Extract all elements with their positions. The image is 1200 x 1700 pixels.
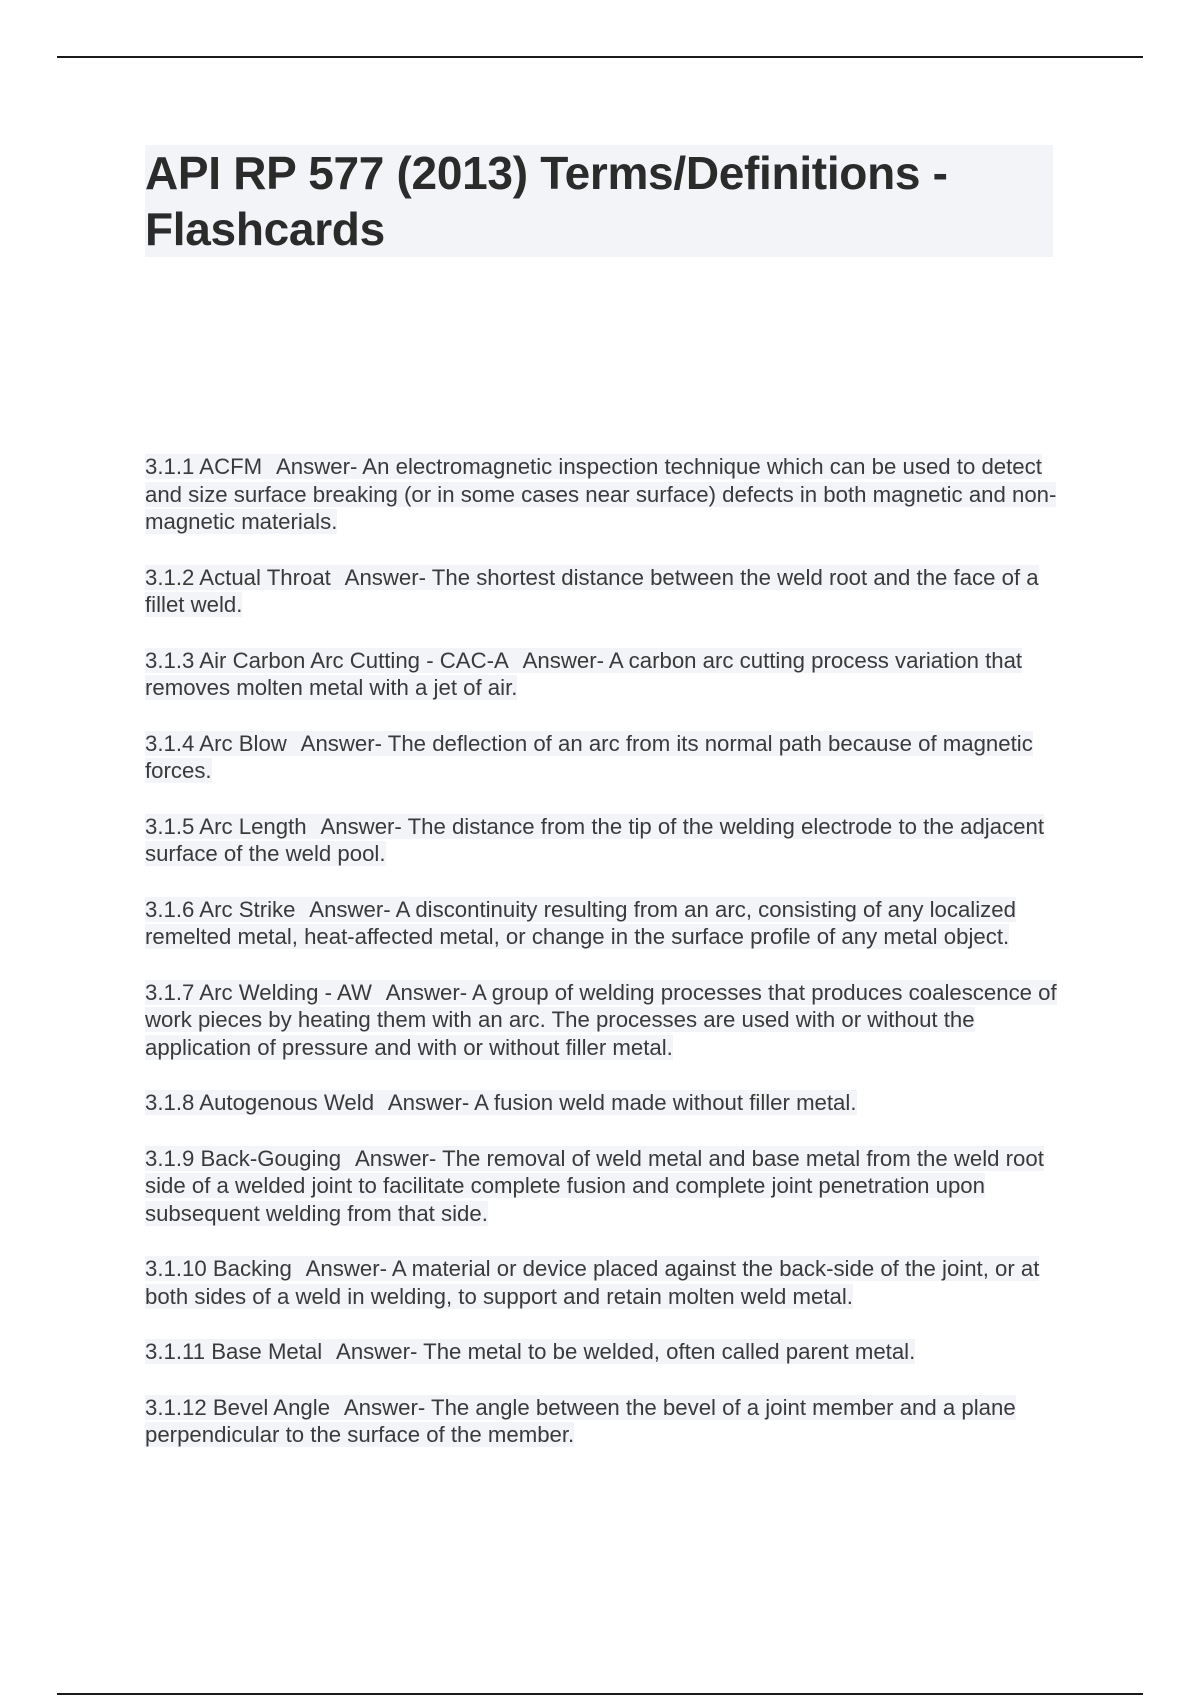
flashcard-term: 3.1.9 Back-Gouging xyxy=(145,1145,342,1171)
flashcard-term: 3.1.6 Arc Strike xyxy=(145,896,296,922)
flashcard-term: 3.1.7 Arc Welding - AW xyxy=(145,979,372,1005)
flashcard-answer: Answer- A discontinuity resulting from an arc, consisting of any localized remelted metal, heat-affected metal, or change in the surface profile of any metal object. xyxy=(145,896,1016,949)
flashcard xyxy=(145,564,1070,619)
flashcard xyxy=(145,896,1070,951)
flashcard xyxy=(145,813,1070,868)
flashcard xyxy=(145,647,1070,702)
title-block xyxy=(145,145,1053,257)
flashcard-term: 3.1.3 Air Carbon Arc Cutting - CAC-A xyxy=(145,647,509,673)
flashcard xyxy=(145,453,1070,536)
flashcard-term: 3.1.10 Backing xyxy=(145,1256,292,1281)
flashcard-answer: Answer- The distance from the tip of the welding electrode to the adjacent surface of the weld pool. xyxy=(145,813,1045,866)
flashcard-list xyxy=(145,453,1070,1477)
flashcard-answer: Answer- A fusion weld made without filler metal. xyxy=(387,1090,857,1115)
flashcard xyxy=(145,979,1070,1062)
flashcard xyxy=(145,730,1070,785)
bottom-rule xyxy=(57,1693,1143,1695)
flashcard-answer: Answer- The deflection of an arc from its normal path because of magnetic forces. xyxy=(145,730,1033,783)
flashcard-term: 3.1.1 ACFM xyxy=(145,454,263,479)
flashcard xyxy=(145,1089,1070,1117)
page-title: API RP 577 (2013) Terms/Definitions - Flashcards xyxy=(145,147,948,255)
flashcard xyxy=(145,1338,1070,1366)
flashcard-term: 3.1.11 Base Metal xyxy=(145,1339,323,1364)
flashcard xyxy=(145,1255,1070,1310)
flashcard-answer: Answer- An electromagnetic inspection technique which can be used to detect and size surface breaking (or in some cases near surface) defects in both magnetic and non-magnetic materials. xyxy=(145,454,1057,534)
flashcard-answer: Answer- The removal of weld metal and base metal from the weld root side of a welded joint to facilitate complete fusion and complete joint penetration upon subsequent welding from that side. xyxy=(145,1145,1044,1226)
flashcard-term: 3.1.4 Arc Blow xyxy=(145,730,287,756)
flashcard-term: 3.1.8 Autogenous Weld xyxy=(145,1090,375,1115)
flashcard-answer: Answer- The angle between the bevel of a joint member and a plane perpendicular to the surface of the member. xyxy=(145,1394,1016,1447)
flashcard xyxy=(145,1145,1070,1228)
flashcard-term: 3.1.5 Arc Length xyxy=(145,813,307,839)
flashcard-term: 3.1.12 Bevel Angle xyxy=(145,1394,331,1420)
top-rule xyxy=(57,56,1143,58)
flashcard-answer: Answer- A group of welding processes that produces coalescence of work pieces by heating them with an arc. The processes are used with or without the application of pressure and with or without filler metal. xyxy=(145,979,1057,1060)
flashcard-answer: Answer- The shortest distance between the weld root and the face of a fillet weld. xyxy=(145,564,1039,617)
flashcard xyxy=(145,1394,1070,1449)
flashcard-answer: Answer- The metal to be welded, often called parent metal. xyxy=(336,1339,916,1364)
flashcard-answer: Answer- A material or device placed against the back-side of the joint, or at both sides of a weld in welding, to support and retain molten weld metal. xyxy=(145,1256,1040,1309)
flashcard-term: 3.1.2 Actual Throat xyxy=(145,564,331,590)
flashcard-answer: Answer- A carbon arc cutting process variation that removes molten metal with a jet of air. xyxy=(145,647,1023,700)
